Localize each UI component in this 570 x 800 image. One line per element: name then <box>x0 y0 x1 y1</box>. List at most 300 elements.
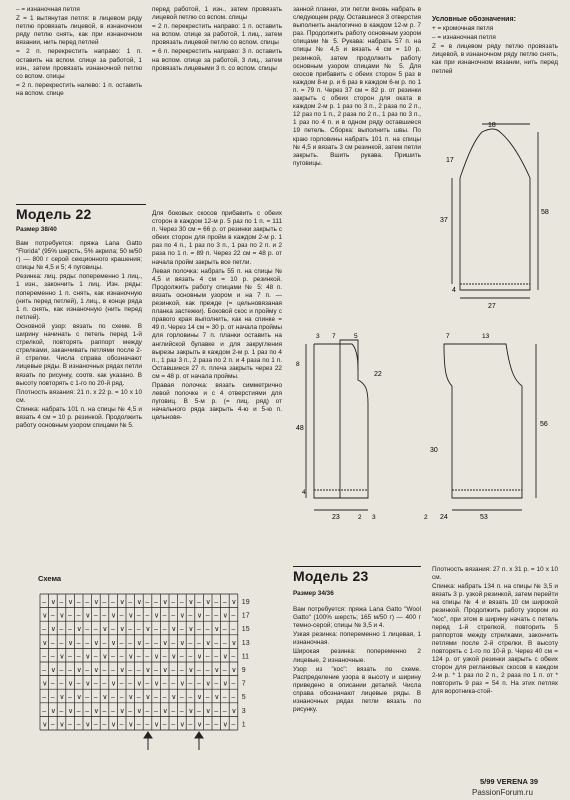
chart-cell-symbol: – <box>214 707 219 715</box>
chart-cell-symbol: – <box>197 667 201 674</box>
chart-cell-symbol: ∨ <box>145 694 151 702</box>
chart-cell-symbol: ∨ <box>76 667 82 674</box>
model22-left-front: Левая полочка: набрать 55 п. на спицы № 4,5 и вязать 4 см = 10 р. резинкой. Продолжить работу спицами № 5: 48 п. вязать основным узором и на 7 п. — резинкой, как прежде (= цельновязаная планка застежки). Боковой скос и пройму с правого края выполнить, как на спинке = 49 п. Через 14 см = 30 р. от начала проймы для горловины 7 п. планки оставить на английской булавке и для закругления вырезы закрыть в каждом 2-м р. 1 раз по 4 п., 1 раз 3 п., 2 раза по 2 п. и 4 раза по 1 п. Оставшиеся 27 п. плеча закрыть через 22 см = 48 р. от начала проймы. <box>152 267 282 380</box>
chart-cell-symbol: ∨ <box>171 653 177 661</box>
dim-label: 53 <box>480 514 488 521</box>
chart-cell-symbol: – <box>76 653 81 661</box>
chart-cell-symbol: ∨ <box>102 653 108 661</box>
chart-cell-symbol: – <box>59 680 64 688</box>
chart-cell-symbol: – <box>136 626 141 634</box>
chart-cell-symbol: ∨ <box>222 653 228 661</box>
chart-cell-symbol: ∨ <box>85 680 91 688</box>
top-column-1 <box>16 6 142 156</box>
chart-cell-symbol: ∨ <box>68 639 74 647</box>
model22-back-cont: Для боковых скосов прибавить с обеих сторон в каждом 12-м р. 5 раз по 1 п. = 111 п. Через 30 см = 66 р. от резинки закрыть с обеих сторон для пройм в каждом 2-м р. 1 раз по 4 п., 1 раз по 3 п., 1 раз по 2 п. и 2 раза по 1 п. = 89 п. Через 22 см = 48 р. от начала пройм закрыть все петли. <box>152 210 282 266</box>
chart-cell-symbol: ∨ <box>50 599 56 606</box>
page-footer: 5/99 VERENA 39 <box>480 777 539 786</box>
chart-cell-symbol: ∨ <box>231 667 237 674</box>
chart-cell-symbol: – <box>76 612 81 620</box>
chart-cell-symbol: ∨ <box>42 680 48 688</box>
chart-cell-symbol: ∨ <box>188 667 194 674</box>
chart-cell-symbol: ∨ <box>222 680 228 688</box>
chart-cell-symbol: – <box>197 626 201 634</box>
dim-label: 3 <box>316 333 320 340</box>
body-pattern-diagram <box>296 330 558 526</box>
chart-cell-symbol: ∨ <box>222 721 228 729</box>
chart-cell-symbol: – <box>154 667 158 674</box>
chart-cell-symbol: – <box>145 707 150 715</box>
dim-label: 8 <box>296 361 300 368</box>
chart-cell-symbol: – <box>42 653 47 661</box>
dim-label: 7 <box>332 333 336 340</box>
chart-cell-symbol: – <box>111 667 115 674</box>
chart-cell-symbol: – <box>214 653 219 661</box>
chart-cell-symbol: – <box>111 653 115 661</box>
chart-cell-symbol: ∨ <box>188 599 194 606</box>
chart-cell-symbol: – <box>59 599 64 606</box>
chart-cell-symbol: ∨ <box>128 694 134 702</box>
chart-cell-symbol: – <box>119 653 124 661</box>
chart-cell-symbol: – <box>171 680 176 688</box>
chart-cell-symbol: – <box>162 680 167 688</box>
model22-right-front: Правая полочка: вязать симметрично левой полочке и с 4 отверстиями для пуговиц. В 5-м р. (= лиц. ряд) от начального ряда закрыть 4-ю и 5-ю п. цельновя- <box>152 381 282 422</box>
chart-cell-symbol: ∨ <box>162 599 168 606</box>
chart-cell-symbol: – <box>205 667 210 674</box>
chart-cell-symbol: – <box>136 694 141 702</box>
chart-cell-symbol: – <box>222 626 227 634</box>
chart-cell-symbol: – <box>162 694 167 702</box>
dim-label: 56 <box>540 421 548 428</box>
chart-cell-symbol: – <box>102 667 107 674</box>
chart-cell-symbol: ∨ <box>128 653 134 661</box>
chart-cell-symbol: ∨ <box>50 707 56 715</box>
chart-cell-symbol: ∨ <box>85 612 91 620</box>
chart-cell-symbol: ∨ <box>162 639 168 647</box>
chart-cell-symbol: – <box>179 667 184 674</box>
sleeve-outline <box>460 129 530 290</box>
model22-column-2 <box>152 210 282 558</box>
chart-cell-symbol: – <box>42 599 47 606</box>
chart-cell-symbol: ∨ <box>197 612 203 620</box>
model23-rule <box>293 566 421 567</box>
chart-cell-symbol: – <box>119 612 124 620</box>
chart-cell-symbol: ∨ <box>50 626 56 634</box>
chart-cell-symbol: ∨ <box>197 694 203 702</box>
sleeve-right: 58 <box>541 209 549 216</box>
chart-row-number: 1 <box>241 721 246 729</box>
chart-cell-symbol: ∨ <box>102 694 108 702</box>
chart-cell-symbol: – <box>179 626 184 634</box>
chart-cell-symbol: – <box>162 721 167 729</box>
chart-cell-symbol: – <box>179 599 184 606</box>
model23-size: Размер 34/36 <box>293 590 334 597</box>
chart-cell-symbol: – <box>50 612 55 620</box>
chart-cell-symbol: ∨ <box>76 694 82 702</box>
chart-cell-symbol: ∨ <box>102 626 108 634</box>
dim-label: 13 <box>482 333 490 340</box>
chart-cell-symbol: – <box>128 667 133 674</box>
chart-cell-symbol: – <box>171 667 176 674</box>
chart-cell-symbol: – <box>59 707 64 715</box>
chart-cell-symbol: ∨ <box>119 599 125 606</box>
chart-cell-symbol: – <box>68 626 72 634</box>
model23-materials: Вам потребуется: пряжа Lana Gatto "Wool Gatto" (100% шерсть; 165 м/50 г) — 400 г темно-серой; спицы № 3,5 и 4. <box>293 606 421 630</box>
chart-cell-symbol: – <box>102 612 107 620</box>
chart-cell-symbol: – <box>188 680 193 688</box>
model22-title: Модель 22 <box>16 206 92 222</box>
dim-label: 30 <box>430 447 438 454</box>
chart-cell-symbol: – <box>128 599 133 606</box>
legend-line: – = изнаночная петля <box>432 34 496 42</box>
chart-row-number: 5 <box>241 694 246 702</box>
chart-cell-symbol: ∨ <box>85 653 91 661</box>
model23-column-1 <box>293 606 421 774</box>
legend-cross-left: = 2 п. перекрестить налево: 1 п. оставить на вспом. спице <box>16 81 142 97</box>
chart-cell-symbol: – <box>197 599 201 606</box>
chart-cell-symbol: – <box>205 653 210 661</box>
chart-cell-symbol: – <box>179 694 184 702</box>
chart-cell-symbol: – <box>111 599 115 606</box>
legend-line: Z = в лицевом ряду петлю провязать лицевой, в изнаночном ряду петлю снять, как при изнаночном вязании, нить перед петлей <box>432 43 558 75</box>
chart-cell-symbol: – <box>188 653 193 661</box>
chart-cell-symbol: – <box>136 721 141 729</box>
chart-cell-symbol: ∨ <box>179 612 185 620</box>
chart-cell-symbol: ∨ <box>154 653 160 661</box>
chart-cell-symbol: ∨ <box>93 707 99 715</box>
chart-cell-symbol: – <box>145 680 150 688</box>
sleeve-top: 18 <box>488 122 496 129</box>
chart-cell-symbol: ∨ <box>93 639 99 647</box>
chart-cell-symbol: – <box>188 694 193 702</box>
dim-label: 5 <box>354 333 358 340</box>
chart-cell-symbol: – <box>111 694 115 702</box>
chart-cell-symbol: – <box>205 612 210 620</box>
model22-back: Спинка: набрать 101 п. на спицы № 4,5 и вязать 4 см = 10 р. резинкой. Продолжить работу основным узором спицами № 5. <box>16 405 142 430</box>
model22-main-pattern: Основной узор: вязать по схеме. В ширину начинать с петель перед 1-й стрелкой, повторять раппорт между стрелками, заканчивать петлями после 2-й стрелки. Числа справа обозначают лицевые ряды. В изнаночных рядах петли вязать по рисунку, соотв. как указано. В высоту повторять с 1-го по 20-й ряд. <box>16 322 142 387</box>
chart-cell-symbol: – <box>231 653 236 661</box>
chart-cell-symbol: ∨ <box>136 680 142 688</box>
chart-cell-symbol: ∨ <box>111 721 117 729</box>
chart-cell-symbol: – <box>93 653 98 661</box>
chart-cell-symbol: ∨ <box>179 680 185 688</box>
chart-cell-symbol: – <box>136 653 141 661</box>
chart-cell-symbol: – <box>214 680 219 688</box>
cross-right-knit: = 2 п. перекрестить направо: 1 п. оставить на вспом. спице за работой, 1 лиц., затем провязать лицевой петлю со вспом. спицы <box>152 23 282 47</box>
chart-cell-symbol: – <box>171 612 176 620</box>
chart-cell-symbol: – <box>68 694 72 702</box>
chart-cell-symbol: – <box>59 626 64 634</box>
watermark: PassionForum.ru <box>472 788 533 797</box>
chart-cell-symbol: ∨ <box>59 694 65 702</box>
chart-cell-symbol: – <box>145 612 150 620</box>
chart-cell-symbol: ∨ <box>59 721 65 729</box>
top-column-3 <box>293 6 421 278</box>
chart-row-number: 3 <box>241 707 246 715</box>
front-outline <box>340 340 368 498</box>
chart-cell-symbol: – <box>102 707 107 715</box>
chart-cell-symbol: ∨ <box>85 721 91 729</box>
chart-cell-symbol: – <box>214 721 219 729</box>
chart-cell-symbol: – <box>145 639 150 647</box>
chart-cell-symbol: – <box>85 599 90 606</box>
cross-left-continued: перед работой, 1 изн., затем провязать лицевой петлю со вспом. спицы <box>152 6 282 22</box>
chart-cell-symbol: ∨ <box>179 721 185 729</box>
chart-cell-symbol: ∨ <box>214 694 220 702</box>
chart-cell-symbol: ∨ <box>59 612 65 620</box>
chart-cell-symbol: – <box>136 612 141 620</box>
chart-cell-symbol: – <box>50 680 55 688</box>
model23-title: Модель 23 <box>293 568 369 584</box>
chart-cell-symbol: ∨ <box>214 667 220 674</box>
chart-cell-symbol: ∨ <box>222 612 228 620</box>
sleeve-pattern-diagram <box>430 118 560 320</box>
chart-cell-symbol: ∨ <box>128 721 134 729</box>
chart-cell-symbol: – <box>231 680 236 688</box>
chart-cell-symbol: ∨ <box>136 599 142 606</box>
chart-cell-symbol: – <box>128 639 133 647</box>
chart-cell-symbol: ∨ <box>154 721 160 729</box>
chart-cell-symbol: – <box>119 694 124 702</box>
legend-elongated-stitch: Z = 1 вытянутая петля: в лицевом ряду петлю провязать лицевой, в изнаночном ряду петлю снять, как при изнаночном вязании, нить перед петлей <box>16 15 142 47</box>
chart-row-number: 13 <box>241 639 250 647</box>
chart-cell-symbol: – <box>154 694 158 702</box>
chart-cell-symbol: – <box>231 721 236 729</box>
chart-cell-symbol: – <box>119 639 124 647</box>
model23-gauge: Плотность вязания: 27 п. х 31 р. = 10 х 10 см. <box>432 566 558 582</box>
chart-cell-symbol: ∨ <box>231 599 237 606</box>
cross-six-stitches: = 6 п. перекрестить направо: 3 п. оставить на вспом. спице за работой, 3 лиц., затем провязать лицевыми 3 п. со вспом. спицы <box>152 48 282 72</box>
chart-cell-symbol: – <box>136 667 141 674</box>
chart-cell-symbol: ∨ <box>111 612 117 620</box>
chart-cell-symbol: ∨ <box>231 639 237 647</box>
dim-label: 24 <box>440 514 448 521</box>
chart-cell-symbol: ∨ <box>231 707 237 715</box>
chart-cell-symbol: ∨ <box>171 694 177 702</box>
chart-cell-symbol: – <box>111 707 115 715</box>
chart-cell-symbol: – <box>231 612 236 620</box>
chart-cell-symbol: ∨ <box>68 707 74 715</box>
chart-cell-symbol: – <box>93 626 98 634</box>
dim-label: 2 <box>358 514 362 521</box>
chart-cell-symbol: – <box>93 612 98 620</box>
chart-cell-symbol: – <box>50 639 55 647</box>
chart-cell-symbol: – <box>85 707 90 715</box>
chart-cell-symbol: – <box>93 680 98 688</box>
model22-rib: Резинка: лиц. ряды: попеременно 1 лиц., 1 изн., закончить 1 лиц. Изн. ряды: попеременно 1 п. снять, как изнаночную (нить перед петлей), 1 лиц., в конце ряда 1 п. снять, как изнаночную (нить перед петлей). <box>16 273 142 321</box>
chart-cell-symbol: – <box>154 626 158 634</box>
chart-cell-symbol: ∨ <box>68 599 74 606</box>
top-column-2 <box>152 6 282 156</box>
chart-cell-symbol: – <box>68 721 72 729</box>
chart-cell-symbol: – <box>171 639 176 647</box>
model22-size: Размер 38/40 <box>16 226 57 233</box>
chart-cell-symbol: ∨ <box>188 626 194 634</box>
chart-cell-symbol: ∨ <box>50 667 56 674</box>
chart-cell-symbol: – <box>93 721 98 729</box>
chart-cell-symbol: – <box>222 639 227 647</box>
chart-row-number: 17 <box>241 612 250 620</box>
schema-title: Схема <box>38 574 62 583</box>
model22-materials: Вам потребуется: пряжа Lana Gatto "Florida" (95% шерсть, 5% акрила; 50 м/50 г) — 800 г серой секционного крашения; спицы № 4,5 и 5; 4 пуговицы. <box>16 240 142 272</box>
knitting-chart <box>34 592 264 754</box>
chart-cell-symbol: ∨ <box>145 667 151 674</box>
chart-cell-symbol: ∨ <box>119 707 125 715</box>
chart-cell-symbol: ∨ <box>145 626 151 634</box>
chart-cell-symbol: – <box>42 707 47 715</box>
chart-cell-symbol: ∨ <box>197 653 203 661</box>
chart-cell-symbol: ∨ <box>136 707 142 715</box>
chart-cell-symbol: – <box>68 612 72 620</box>
chart-cell-symbol: – <box>119 721 124 729</box>
dim-label: 22 <box>374 371 382 378</box>
chart-cell-symbol: – <box>197 680 201 688</box>
chart-row-number: 9 <box>241 667 246 674</box>
chart-cell-symbol: – <box>76 721 81 729</box>
chart-cell-symbol: – <box>154 599 158 606</box>
chart-cell-symbol: – <box>76 707 81 715</box>
chart-cell-symbol: – <box>188 721 193 729</box>
chart-cell-symbol: – <box>76 639 81 647</box>
chart-cell-symbol: – <box>42 626 47 634</box>
legend-box <box>432 16 558 106</box>
model22-rule <box>16 204 146 205</box>
chart-cell-symbol: – <box>50 694 55 702</box>
chart-cell-symbol: ∨ <box>93 599 99 606</box>
chart-cell-symbol: – <box>102 680 107 688</box>
chart-cell-symbol: ∨ <box>205 707 211 715</box>
chart-cell-symbol: – <box>162 626 167 634</box>
chart-cell-symbol: – <box>214 599 219 606</box>
chart-cell-symbol: ∨ <box>119 667 125 674</box>
chart-cell-symbol: – <box>214 612 219 620</box>
chart-cell-symbol: – <box>179 707 184 715</box>
chart-cell-symbol: ∨ <box>154 680 160 688</box>
chart-cell-symbol: – <box>171 707 176 715</box>
chart-cell-symbol: ∨ <box>76 626 82 634</box>
model23-wide-rib: Широкая резинка: попеременно 2 лицевые, 2 изнаночные. <box>293 648 421 664</box>
chart-cell-symbol: – <box>128 680 133 688</box>
chart-cell-symbol: – <box>50 653 55 661</box>
chart-row-number: 15 <box>241 626 250 634</box>
chart-cell-symbol: – <box>102 599 107 606</box>
chart-cell-symbol: – <box>154 639 158 647</box>
dim-label: 2 <box>424 514 428 521</box>
chart-cell-symbol: ∨ <box>59 653 65 661</box>
chart-cell-symbol: ∨ <box>68 680 74 688</box>
chart-cell-symbol: – <box>205 694 210 702</box>
chart-cell-symbol: ∨ <box>42 639 48 647</box>
chart-cell-symbol: – <box>119 680 124 688</box>
chart-cell-symbol: – <box>162 612 167 620</box>
chart-cell-symbol: – <box>188 639 193 647</box>
chart-cell-symbol: – <box>85 694 90 702</box>
chart-cell-symbol: – <box>222 599 227 606</box>
chart-cell-symbol: – <box>171 721 176 729</box>
chart-cell-symbol: ∨ <box>205 639 211 647</box>
chart-cell-symbol: – <box>162 653 167 661</box>
chart-cell-symbol: ∨ <box>128 612 134 620</box>
chart-cell-symbol: ∨ <box>136 639 142 647</box>
sleeve-base: 27 <box>488 303 496 310</box>
chart-cell-symbol: – <box>197 707 201 715</box>
legend-title: Условные обозначения: <box>432 16 516 23</box>
chart-cell-symbol: – <box>205 721 210 729</box>
chart-cell-symbol: ∨ <box>171 626 177 634</box>
model23-narrow-rib: Узкая резинка: попеременно 1 лицевая, 1 изнаночная. <box>293 631 421 647</box>
model23-back: Спинка: набрать 134 п. на спицы № 3,5 и вязать 3 р. узкой резинкой, затем перейти на спицы № 4 и вязать 10 см широкой резинкой. Продолжить работу узором из "кос", при этом в ширину начать с петель перед 1-й стрелкой, повторить 5 раппортов между стрелками, закончить петлями после 2-й стрелки. В высоту повторять с 1-го по 10-й р. Через 40 см = 124 р. от узкой резинки закрыть с обеих сторон для реглановых скосов в каждом 2-м р. * 1 раз по 2 п., 2 раза по 1 п. от * повторить 9 раз = 54 п. На этих петлях для воротника-стой- <box>432 583 558 696</box>
chart-cell-symbol: – <box>76 599 81 606</box>
chart-cell-symbol: – <box>68 653 72 661</box>
chart-cell-symbol: – <box>231 626 236 634</box>
dim-label: 3 <box>372 514 376 521</box>
model23-cable-pattern: Узор из "кос": вязать по схеме. Распределение узора в высоту и ширину приведено в описании деталей. Числа справа обозначают лицевые ряды. В изнаночных рядах петли вязать по рисунку. <box>293 665 421 714</box>
chart-cell-symbol: – <box>214 639 219 647</box>
chart-cell-symbol: – <box>205 626 210 634</box>
chart-cell-symbol: ∨ <box>119 626 125 634</box>
sleeve-left: 17 <box>446 157 454 164</box>
chart-cell-symbol: ∨ <box>179 639 185 647</box>
chart-cell-symbol: – <box>76 680 81 688</box>
chart-cell-symbol: – <box>145 599 150 606</box>
chart-cell-symbol: – <box>128 707 133 715</box>
chart-cell-symbol: – <box>102 639 107 647</box>
sleeve-height: 37 <box>440 217 448 224</box>
chart-cell-symbol: ∨ <box>197 721 203 729</box>
back-outline <box>444 344 522 498</box>
chart-cell-symbol: ∨ <box>188 707 194 715</box>
chart-row-number: 19 <box>241 599 250 606</box>
chart-cell-symbol: – <box>85 639 90 647</box>
chart-cell-symbol: ∨ <box>111 639 117 647</box>
chart-cell-symbol: ∨ <box>205 599 211 606</box>
chart-row-number: 7 <box>241 680 246 688</box>
chart-cell-symbol: ∨ <box>214 626 220 634</box>
chart-cell-symbol: – <box>59 667 64 674</box>
model23-column-2 <box>432 566 558 778</box>
chart-cell-symbol: – <box>50 721 55 729</box>
chart-cell-symbol: – <box>68 667 72 674</box>
legend-cross-right: = 2 п. перекрестить направо: 1 п. оставить на вспом. спице за работой, 1 изн., затем провязать изнаночной петлю со вспом. спицы <box>16 48 142 80</box>
chart-cell-symbol: – <box>222 667 227 674</box>
chart-cell-symbol: ∨ <box>162 667 168 674</box>
legend-line: + = кромочная петля <box>432 25 494 33</box>
chart-cell-symbol: ∨ <box>93 667 99 674</box>
chart-cell-symbol: ∨ <box>154 612 160 620</box>
chart-cell-symbol: – <box>85 667 90 674</box>
chart-cell-symbol: – <box>93 694 98 702</box>
chart-row-number: 11 <box>241 653 250 661</box>
chart-cell-symbol: – <box>102 721 107 729</box>
chart-cell-symbol: – <box>179 653 184 661</box>
chart-cell-symbol: – <box>188 612 193 620</box>
chart-cell-symbol: ∨ <box>42 721 48 729</box>
legend-purl: – = изнаночная петля <box>16 6 80 13</box>
sleeves-and-assembly: занной планки, эти петли вновь набрать в следующем ряду. Оставшиеся 3 отверстия выполнить аналогично в каждом 12-м р. 7 раз. Продолжить работу основным узором спицами № 5. Рукава: набрать 57 п. на спицы № 4,5 и вязать 4 см = 10 р. резинкой, затем продолжить работу основным узором спицами № 5. Для скосов прибавить с обеих сторон 5 раз в каждом 8-м р. и 6 раз в каждом 6-м р. по 1 п. = 79 п. Через 37 см = 82 р. от резинки закрыть с обеих сторон для оката в каждом 2-м р. 1 раз по 3 п., 2 раза по 2 п., 12 раз по 1 п., 2 раза по 2 п., 1 раз по 3 п., 1 раз по 4 п. и в одном ряду оставшиеся 19 петель. Сборка: выполнить швы. По краю горловины набрать 101 п. на спицы № 4,5 и вязать 3 см резинкой, затем петли закрыть. Вшить рукава. Пришить пуговицы. <box>293 6 421 167</box>
chart-cell-symbol: – <box>222 694 227 702</box>
chart-cell-symbol: – <box>222 707 227 715</box>
dim-label: 7 <box>446 333 450 340</box>
model22-column-1 <box>16 240 142 558</box>
dim-label: 4 <box>302 489 306 496</box>
chart-cell-symbol: – <box>111 626 115 634</box>
chart-cell-symbol: – <box>154 707 158 715</box>
chart-cell-symbol: – <box>42 667 47 674</box>
chart-cell-symbol: – <box>128 626 133 634</box>
chart-cell-symbol: – <box>85 626 90 634</box>
chart-cell-symbol: – <box>231 694 236 702</box>
chart-cell-symbol: – <box>145 721 150 729</box>
dim-label: 23 <box>332 514 340 521</box>
